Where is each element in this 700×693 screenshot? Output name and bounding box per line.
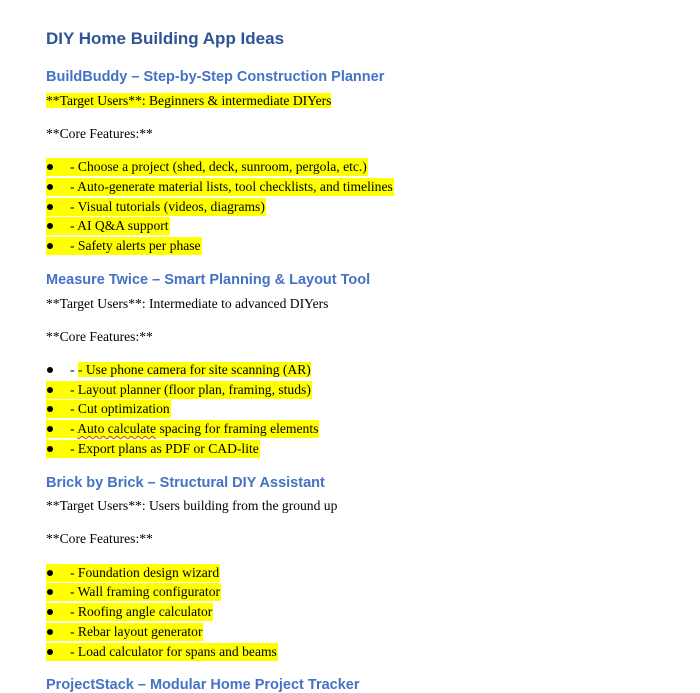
target-users-line: **Target Users**: Intermediate to advanced DIYers	[46, 296, 329, 311]
core-features-label: **Core Features:**	[46, 126, 153, 141]
document-title: DIY Home Building App Ideas	[46, 29, 285, 48]
list-item-text: - Load calculator for spans and beams	[70, 644, 277, 659]
list-item-text: - Choose a project (shed, deck, sunroom, pergola, etc.)	[70, 159, 367, 174]
bullet-icon	[46, 178, 70, 196]
bullet-icon	[46, 237, 70, 255]
list-item-highlighted-text: - Use phone camera for site scanning (AR)	[77, 362, 311, 377]
list-item-text: - Auto-generate material lists, tool checklists, and timelines	[70, 179, 393, 194]
section-heading-buildbuddy: BuildBuddy – Step-by-Step Construction Planner	[46, 69, 385, 85]
list-item-text: - Wall framing configurator	[70, 584, 221, 599]
section-heading-brick-by-brick: Brick by Brick – Structural DIY Assistant	[46, 475, 325, 491]
list-item-text: - AI Q&A support	[70, 218, 169, 233]
list-item-rest: spacing for framing elements	[159, 421, 319, 436]
spellcheck-flagged-text[interactable]: Auto calculate	[77, 421, 157, 436]
bullet-icon	[46, 564, 70, 582]
target-users-text: **Target Users**: Beginners & intermediate DIYers	[46, 93, 332, 108]
list-item-text	[70, 420, 319, 438]
target-users-line	[46, 92, 331, 110]
section-heading-measure-twice: Measure Twice – Smart Planning & Layout Tool	[46, 272, 371, 288]
bullet-icon	[46, 440, 70, 458]
list-item-text: - Export plans as PDF or CAD-lite	[70, 441, 259, 456]
bullet-icon	[46, 420, 70, 438]
bullet-icon	[46, 603, 70, 621]
list-item-text: - Visual tutorials (videos, diagrams)	[70, 199, 265, 214]
list-item-text: - Safety alerts per phase	[70, 238, 201, 253]
list-item-text: - Roofing angle calculator	[70, 604, 213, 619]
target-users-line: **Target Users**: Users building from the ground up	[46, 498, 338, 513]
bullet-icon	[46, 361, 70, 379]
bullet-icon	[46, 198, 70, 216]
bullet-icon	[46, 217, 70, 235]
section-heading-projectstack: ProjectStack – Modular Home Project Tracker	[46, 677, 360, 693]
core-features-label: **Core Features:**	[46, 531, 153, 546]
list-item-text: - Foundation design wizard	[70, 565, 220, 580]
core-features-label: **Core Features:**	[46, 329, 153, 344]
bullet-icon	[46, 643, 70, 661]
bullet-icon	[46, 381, 70, 399]
list-item-prefix: -	[70, 421, 78, 436]
bullet-icon	[46, 158, 70, 176]
list-item-prefix: -	[70, 362, 78, 377]
bullet-icon	[46, 400, 70, 418]
list-item-text: - Layout planner (floor plan, framing, studs)	[70, 382, 311, 397]
list-item-text: - Rebar layout generator	[70, 624, 203, 639]
list-item-text: - Cut optimization	[70, 401, 170, 416]
list-item-text	[70, 361, 312, 379]
bullet-icon	[46, 623, 70, 641]
bullet-icon	[46, 583, 70, 601]
